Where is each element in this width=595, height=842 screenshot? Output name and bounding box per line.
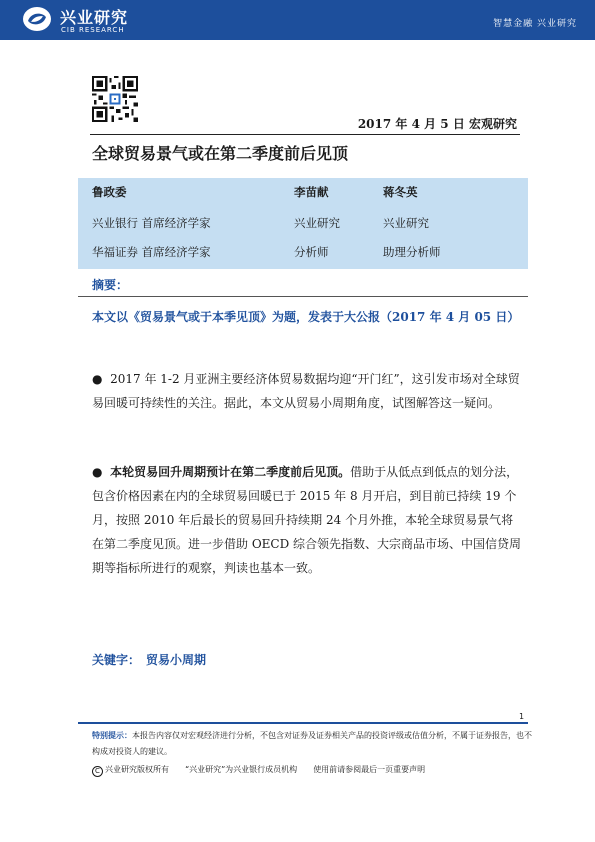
footer-divider (78, 722, 528, 724)
bullet-text: 借助于从低点到低点的划分法，包含价格因素在内的全球贸易回暖已于 2015 年 8 月开启，到目前已持续 19 个月，按照 2010 年后最长的贸易回升持续期 24 个月外推，本轮全球贸易景气将在第二季度见顶。进一步借助 OECD 综合领先指数、大宗商品市场、中国信贷周期等指标所进行的观察，判读也基本一致。 (92, 465, 522, 575)
author-org: 兴业银行 首席经济学家 (92, 216, 211, 230)
header-slogan: 智慧金融 兴业研究 (493, 19, 577, 29)
copyright-line (92, 764, 425, 777)
author-box (78, 178, 528, 269)
keywords-value: 贸易小周期 (146, 653, 207, 667)
author-name: 蒋冬英 (383, 185, 418, 199)
abstract-bullet (92, 367, 522, 415)
page-header (0, 0, 595, 40)
brand-name: 兴业研究 (60, 8, 129, 27)
copyright-notice: 使用前请参阅最后一页重要声明 (313, 765, 426, 774)
abstract-bullet (92, 460, 522, 580)
report-date-category: 2017 年 4 月 5 日 宏观研究 (357, 117, 517, 131)
brand-name-en: CIB RESEARCH (61, 26, 125, 34)
abstract-intro: 本文以《贸易景气或于本季见顶》为题，发表于大公报（2017 年 4 月 05 日） (92, 310, 520, 324)
bullet-dot-icon: ● (92, 372, 111, 386)
qr-code-icon (92, 76, 138, 122)
copyright-owner: 兴业研究版权所有 (105, 765, 169, 774)
bullet-text: 2017 年 1-2 月亚洲主要经济体贸易数据均迎“开门红”，这引发市场对全球贸易回暖可持续性的关注。据此，本文从贸易小周期角度，试图解答这一疑问。 (92, 372, 520, 410)
author-name: 鲁政委 (92, 185, 127, 199)
divider (90, 134, 520, 135)
author-role: 华福证券 首席经济学家 (92, 245, 211, 259)
author-name: 李苗献 (294, 185, 329, 199)
author-org: 兴业研究 (383, 216, 429, 230)
keywords-label: 关键字： (92, 653, 141, 667)
author-role: 助理分析师 (383, 245, 441, 259)
keywords (92, 651, 206, 668)
disclaimer-label: 特别提示： (92, 730, 132, 740)
disclaimer-text: 本报告内容仅对宏观经济进行分析，不包含对证券及证券相关产品的投资评级或估值分析，不属于证券报告，也不构成对投资人的建议。 (92, 731, 532, 756)
page-number: 1 (519, 712, 525, 721)
divider (78, 296, 528, 297)
cib-logo-icon (22, 6, 52, 32)
abstract-label: 摘要： (92, 278, 129, 292)
report-title: 全球贸易景气或在第二季度前后见顶 (92, 144, 349, 163)
author-org: 兴业研究 (294, 216, 340, 230)
author-role: 分析师 (294, 245, 329, 259)
bullet-dot-icon: ● (92, 465, 111, 479)
copyright-icon: C (92, 766, 103, 777)
disclaimer (92, 727, 532, 760)
copyright-member: “兴业研究”为兴业银行成员机构 (185, 765, 298, 774)
bullet-lead: 本轮贸易回升周期预计在第二季度前后见顶。 (110, 465, 351, 479)
